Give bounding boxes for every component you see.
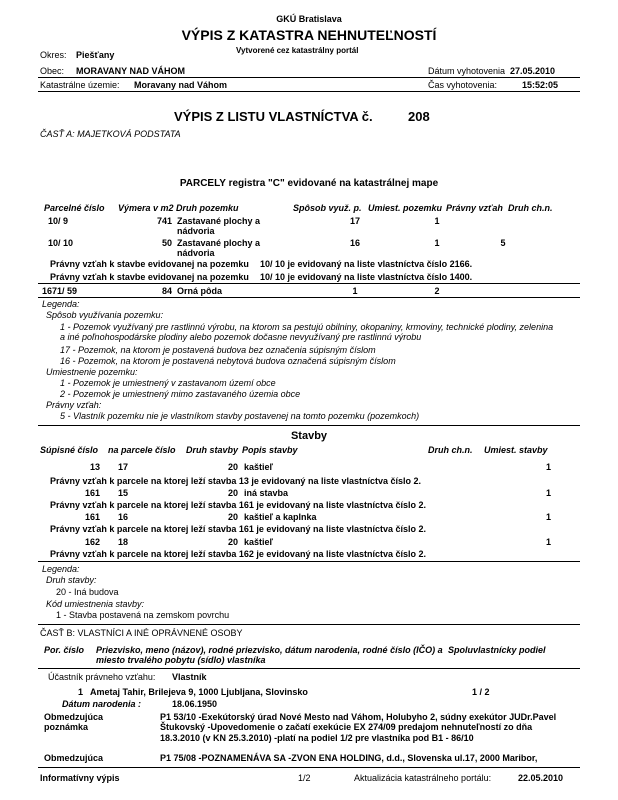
parcel-area: 50 [161,238,172,248]
participant-label: Účastník právneho vzťahu: [48,672,156,682]
legend-location-2: 2 - Pozemok je umiestnený mimo zastavaného územia obce [60,389,301,399]
section-divider [38,561,580,562]
building-description: kaštieľ a kaplnka [244,512,317,522]
datum-value: 27.05.2010 [510,66,556,76]
document-title: VÝPIS Z KATASTRA NEHNUTEĽNOSTÍ [181,27,437,43]
building-description: kaštieľ [244,537,273,547]
owner-name: Ametaj Tahir, Brilejeva 9, 1000 Ljubljana, Slovinsko [90,687,308,697]
legend-usage-17: 17 - Pozemok, na ktorom je postavená budova bez označenia súpisným číslom [60,345,376,355]
legend-title: Legenda: [42,564,80,574]
building-relation-note: Právny vzťah k parcele na ktorej leží stavba 161 je evidovaný na liste vlastníctva číslo 2. [50,524,427,534]
legend-relation-5: 5 - Vlastník pozemku nie je vlastníkom stavby postavenej na tomto pozemku (pozemkoch) [60,411,420,421]
cas-value: 15:52:05 [522,80,559,90]
col-podiel: Spoluvlastnícky podiel [448,645,546,655]
legend-location-title: Umiestnenie pozemku: [46,367,138,377]
parcel-number: 10/ 9 [48,216,69,226]
col-na-parcele: na parcele číslo [108,445,176,455]
col-druh-chn: Druh ch.n. [428,445,473,455]
okres-label: Okres: [40,50,67,60]
parcel-usage: 16 [349,238,360,248]
dob-value: 18.06.1950 [172,699,218,709]
parcel-area: 84 [161,286,172,296]
col-supisne-cislo: Súpisné číslo [40,445,99,455]
legend-relation-title: Právny vzťah: [46,400,102,410]
owner-order: 1 [78,687,84,697]
building-number: 13 [89,462,100,472]
col-umiest-stavby: Umiest. stavby [484,445,548,455]
col-popis-stavby: Popis stavby [242,445,298,455]
building-type: 20 [227,488,238,498]
parcel-number: 10/ 10 [48,238,74,248]
building-type: 20 [227,512,238,522]
parcel-usage: 1 [352,286,358,296]
building-number: 161 [84,488,100,498]
okres-value: Piešťany [76,50,115,60]
obec-value: MORAVANY NAD VÁHOM [76,66,186,76]
legend-building-type-title: Druh stavby: [46,575,97,585]
legend-building-type-20: 20 - Iná budova [56,587,119,597]
part-b-title: ČASŤ B: VLASTNÍCI A INÉ OPRÁVNENÉ OSOBY [40,628,243,638]
legend-location-1: 1 - Pozemok je umiestnený v zastavanom území obce [60,378,276,388]
parcel-relation-label: Právny vzťah k stavbe evidovanej na pozemku [50,272,249,282]
building-location: 1 [546,488,552,498]
parcel-relation-label: Právny vzťah k stavbe evidovanej na pozemku [50,259,249,269]
col-umiest: Umiest. pozemku [368,203,443,213]
building-description: iná stavba [244,488,289,498]
col-por-cislo: Por. číslo [44,645,85,655]
building-relation-note: Právny vzťah k parcele na ktorej leží stavba 162 je evidovaný na liste vlastníctva číslo 2. [50,549,427,559]
building-parcel: 18 [118,537,129,547]
dob-label: Dátum narodenia : [62,699,142,709]
building-parcel: 16 [118,512,129,522]
header-divider-2 [38,91,580,92]
footer-informative: Informatívny výpis [40,773,120,783]
building-location: 1 [546,537,552,547]
building-relation-note: Právny vzťah k parcele na ktorej leží stavba 161 je evidovaný na liste vlastníctva číslo 2. [50,500,427,510]
building-location: 1 [546,462,552,472]
parcel-legal-relation: 5 [500,238,506,248]
building-number: 161 [84,512,100,522]
building-type: 20 [227,537,238,547]
parcel-type: Zastavané plochy a nádvoria [177,238,261,259]
restriction-note: P1 53/10 -Exekútorský úrad Nové Mesto nad Váhom, Holubyho 2, súdny exekútor JUDr.Pavel Štukovský -Upovedomenie o začatí exekúcie EX 274/09 predajom nehnuteľností zo dňa 18.3.2010 (v KN 25.3.2010) -platí na podiel 1/2 pre vlastníka pod B1 - 86/10 [160,712,557,743]
section-divider [38,425,580,426]
uzemie-value: Moravany nad Váhom [134,80,228,90]
part-a-title: ČASŤ A: MAJETKOVÁ PODSTATA [40,129,181,139]
col-owner-details: Priezvisko, meno (názov), rodné priezvisko, dátum narodenia, rodné číslo (IČO) a miesto trvalého pobytu (sídlo) vlastníka [96,645,443,666]
col-druh-pozemku: Druh pozemku [176,203,239,213]
parcel-area: 741 [156,216,172,226]
building-description: kaštieľ [244,462,273,472]
update-label: Aktualizácia katastrálneho portálu: [354,773,492,783]
parcel-usage: 17 [349,216,360,226]
parcel-number: 1671/ 59 [42,286,78,296]
legend-building-location-1: 1 - Stavba postavená na zemskom povrchu [56,610,230,620]
participant-value: Vlastník [172,672,207,682]
restriction-note: P1 75/08 -POZNAMENÁVA SA -ZVON ENA HOLDING, d.d., Slovenska ul.17, 2000 Maribor, [160,753,538,763]
col-druh-stavby: Druh stavby [186,445,239,455]
parcel-relation-note: 10/ 10 je evidovaný na liste vlastníctva číslo 2166. [260,259,473,269]
building-parcel: 15 [118,488,129,498]
parcel-divider [38,297,580,298]
col-parcelne-cislo: Parcelné číslo [44,203,105,213]
col-pravny-vztah: Právny vzťah [446,203,503,213]
parcel-relation-note: 10/ 10 je evidovaný na liste vlastníctva číslo 1400. [260,272,473,282]
parcel-type: Zastavané plochy a nádvoria [177,216,261,237]
legend-building-location-title: Kód umiestnenia stavby: [46,599,145,609]
cas-label: Čas vyhotovenia: [428,80,498,90]
parcel-divider [38,283,580,284]
datum-label: Dátum vyhotovenia [428,66,506,76]
col-sposob: Spôsob využ. p. [293,203,362,213]
section-divider [38,668,580,669]
parcel-location: 1 [434,216,440,226]
footer-divider [38,767,580,768]
legend-usage-title: Spôsob využívania pozemku: [46,310,164,320]
page-number: 1/2 [298,773,311,783]
building-parcel: 17 [118,462,129,472]
col-druh-chn: Druh ch.n. [508,203,553,213]
parcel-location: 2 [434,286,440,296]
list-title: VÝPIS Z LISTU VLASTNÍCTVA č. [174,109,373,124]
owner-share: 1 / 2 [472,687,490,697]
header-divider-1 [38,77,580,78]
parcel-type: Orná pôda [177,286,223,296]
building-type: 20 [227,462,238,472]
stavby-title: Stavby [290,430,328,442]
legend-title: Legenda: [42,299,80,309]
building-number: 162 [84,537,100,547]
update-date: 22.05.2010 [518,773,564,783]
building-location: 1 [546,512,552,522]
subtitle: Vytvorené cez katastrálny portál [236,46,359,55]
legend-usage-1: 1 - Pozemok využívaný pre rastlinnú výrobu, na ktorom sa pestujú obilniny, okopaniny, krmoviny, technické plodiny, zelenina a iné poľnohospodárske plodiny alebo pozemok dočasne nevyužívaný pre rastlinnú výrobu [60,322,554,343]
parcely-title: PARCELY registra "C" evidované na katastrálnej mape [179,178,439,189]
col-vymera: Výmera v m2 [118,203,174,213]
list-number: 208 [408,109,430,124]
legend-usage-16: 16 - Pozemok, na ktorom je postavená nebytová budova označená súpisným číslom [60,356,396,366]
obec-label: Obec: [40,66,65,76]
office-name: GKÚ Bratislava [276,14,342,24]
building-relation-note: Právny vzťah k parcele na ktorej leží stavba 13 je evidovaný na liste vlastníctva číslo 2. [50,476,421,486]
section-divider [38,624,580,625]
restriction-label: Obmedzujúca [44,753,104,763]
uzemie-label: Katastrálne územie: [40,80,120,90]
restriction-label: Obmedzujúca poznámka [44,712,104,733]
parcel-location: 1 [434,238,440,248]
